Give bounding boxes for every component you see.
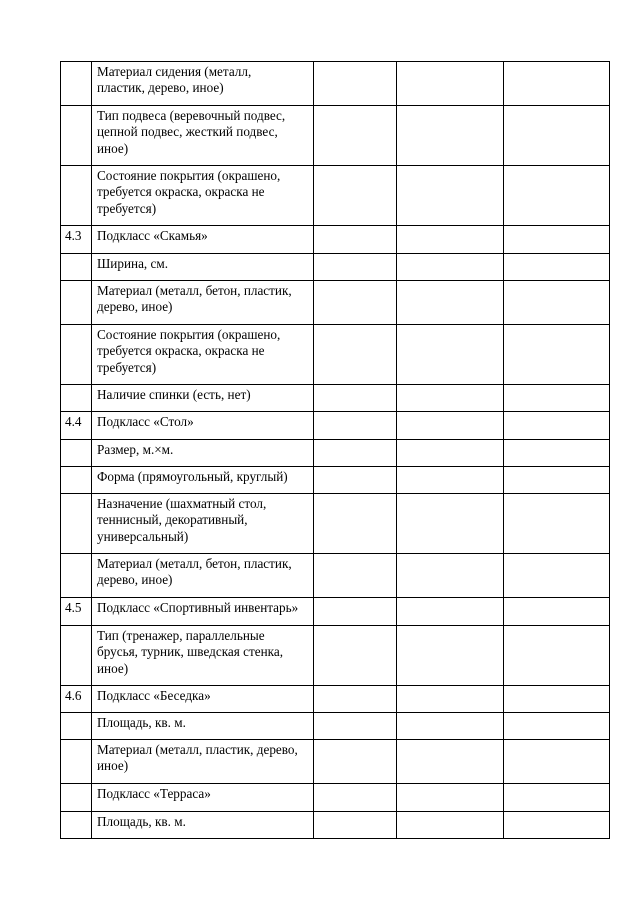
empty-value-cell bbox=[314, 784, 397, 812]
table-row bbox=[61, 385, 610, 412]
table-row bbox=[61, 494, 610, 554]
table-row bbox=[61, 226, 610, 254]
table-row bbox=[61, 626, 610, 686]
empty-value-cell bbox=[314, 325, 397, 385]
empty-value-cell bbox=[314, 281, 397, 325]
empty-value-cell bbox=[397, 226, 504, 254]
attribute-name-cell: Состояние покрытия (окрашено, требуется окраска, окраска не требуется) bbox=[92, 325, 314, 385]
attribute-name-cell: Тип подвеса (веревочный подвес, цепной подвес, жесткий подвес, иное) bbox=[92, 106, 314, 166]
row-number-cell: 4.5 bbox=[61, 598, 92, 626]
empty-value-cell bbox=[504, 281, 610, 325]
attribute-name-cell: Тип (тренажер, параллельные брусья, турник, шведская стенка, иное) bbox=[92, 626, 314, 686]
empty-value-cell bbox=[314, 494, 397, 554]
empty-value-cell bbox=[314, 226, 397, 254]
attribute-name-cell: Материал (металл, пластик, дерево, иное) bbox=[92, 740, 314, 784]
table-row bbox=[61, 740, 610, 784]
empty-value-cell bbox=[397, 494, 504, 554]
table-row bbox=[61, 412, 610, 440]
empty-value-cell bbox=[397, 740, 504, 784]
empty-value-cell bbox=[504, 325, 610, 385]
empty-value-cell bbox=[314, 626, 397, 686]
row-number-cell: 4.3 bbox=[61, 226, 92, 254]
attribute-name-cell: Состояние покрытия (окрашено, требуется окраска, окраска не требуется) bbox=[92, 166, 314, 226]
empty-value-cell bbox=[397, 281, 504, 325]
table-row bbox=[61, 254, 610, 281]
empty-value-cell bbox=[504, 62, 610, 106]
empty-value-cell bbox=[504, 467, 610, 494]
empty-value-cell bbox=[504, 254, 610, 281]
table-body bbox=[61, 62, 610, 839]
attribute-name-cell: Наличие спинки (есть, нет) bbox=[92, 385, 314, 412]
attribute-name-cell: Площадь, кв. м. bbox=[92, 812, 314, 839]
table-row bbox=[61, 713, 610, 740]
empty-value-cell bbox=[504, 740, 610, 784]
empty-value-cell bbox=[397, 62, 504, 106]
row-number-cell bbox=[61, 166, 92, 226]
empty-value-cell bbox=[314, 440, 397, 467]
empty-value-cell bbox=[314, 385, 397, 412]
empty-value-cell bbox=[314, 467, 397, 494]
attribute-name-cell: Подкласс «Скамья» bbox=[92, 226, 314, 254]
attribute-name-cell: Площадь, кв. м. bbox=[92, 713, 314, 740]
row-number-cell bbox=[61, 254, 92, 281]
empty-value-cell bbox=[397, 812, 504, 839]
empty-value-cell bbox=[397, 713, 504, 740]
row-number-cell bbox=[61, 554, 92, 598]
empty-value-cell bbox=[397, 106, 504, 166]
table-row bbox=[61, 281, 610, 325]
empty-value-cell bbox=[397, 385, 504, 412]
empty-value-cell bbox=[314, 686, 397, 713]
row-number-cell bbox=[61, 626, 92, 686]
empty-value-cell bbox=[397, 254, 504, 281]
empty-value-cell bbox=[397, 325, 504, 385]
attribute-name-cell: Назначение (шахматный стол, теннисный, декоративный, универсальный) bbox=[92, 494, 314, 554]
empty-value-cell bbox=[504, 166, 610, 226]
empty-value-cell bbox=[397, 626, 504, 686]
row-number-cell bbox=[61, 812, 92, 839]
row-number-cell bbox=[61, 325, 92, 385]
empty-value-cell bbox=[397, 467, 504, 494]
attribute-name-cell: Форма (прямоугольный, круглый) bbox=[92, 467, 314, 494]
table-row bbox=[61, 166, 610, 226]
empty-value-cell bbox=[314, 554, 397, 598]
row-number-cell bbox=[61, 281, 92, 325]
empty-value-cell bbox=[314, 412, 397, 440]
empty-value-cell bbox=[397, 784, 504, 812]
row-number-cell bbox=[61, 62, 92, 106]
attribute-name-cell: Материал сидения (металл, пластик, дерево, иное) bbox=[92, 62, 314, 106]
empty-value-cell bbox=[504, 554, 610, 598]
attribute-name-cell: Ширина, см. bbox=[92, 254, 314, 281]
row-number-cell bbox=[61, 784, 92, 812]
empty-value-cell bbox=[397, 598, 504, 626]
row-number-cell: 4.6 bbox=[61, 686, 92, 713]
attribute-name-cell: Подкласс «Стол» bbox=[92, 412, 314, 440]
empty-value-cell bbox=[504, 385, 610, 412]
empty-value-cell bbox=[504, 713, 610, 740]
empty-value-cell bbox=[504, 106, 610, 166]
empty-value-cell bbox=[504, 440, 610, 467]
empty-value-cell bbox=[397, 166, 504, 226]
attribute-name-cell: Подкласс «Терраса» bbox=[92, 784, 314, 812]
empty-value-cell bbox=[504, 626, 610, 686]
empty-value-cell bbox=[314, 598, 397, 626]
table-row bbox=[61, 467, 610, 494]
table-row bbox=[61, 784, 610, 812]
table-row bbox=[61, 598, 610, 626]
row-number-cell: 4.4 bbox=[61, 412, 92, 440]
table-row bbox=[61, 106, 610, 166]
row-number-cell bbox=[61, 713, 92, 740]
empty-value-cell bbox=[314, 713, 397, 740]
empty-value-cell bbox=[397, 440, 504, 467]
row-number-cell bbox=[61, 385, 92, 412]
empty-value-cell bbox=[504, 784, 610, 812]
empty-value-cell bbox=[314, 62, 397, 106]
empty-value-cell bbox=[504, 686, 610, 713]
empty-value-cell bbox=[504, 598, 610, 626]
table-row bbox=[61, 325, 610, 385]
row-number-cell bbox=[61, 440, 92, 467]
table-row bbox=[61, 440, 610, 467]
attribute-name-cell: Подкласс «Спортивный инвентарь» bbox=[92, 598, 314, 626]
attribute-name-cell: Подкласс «Беседка» bbox=[92, 686, 314, 713]
empty-value-cell bbox=[314, 106, 397, 166]
attribute-name-cell: Материал (металл, бетон, пластик, дерево, иное) bbox=[92, 281, 314, 325]
empty-value-cell bbox=[504, 494, 610, 554]
empty-value-cell bbox=[314, 254, 397, 281]
row-number-cell bbox=[61, 494, 92, 554]
empty-value-cell bbox=[397, 412, 504, 440]
table-row bbox=[61, 554, 610, 598]
row-number-cell bbox=[61, 467, 92, 494]
table-row bbox=[61, 686, 610, 713]
attribute-name-cell: Материал (металл, бетон, пластик, дерево, иное) bbox=[92, 554, 314, 598]
table-row bbox=[61, 62, 610, 106]
empty-value-cell bbox=[504, 412, 610, 440]
empty-value-cell bbox=[314, 812, 397, 839]
empty-value-cell bbox=[314, 166, 397, 226]
empty-value-cell bbox=[397, 554, 504, 598]
attributes-table bbox=[60, 61, 610, 839]
attribute-name-cell: Размер, м.×м. bbox=[92, 440, 314, 467]
empty-value-cell bbox=[314, 740, 397, 784]
row-number-cell bbox=[61, 106, 92, 166]
row-number-cell bbox=[61, 740, 92, 784]
empty-value-cell bbox=[397, 686, 504, 713]
table-row bbox=[61, 812, 610, 839]
empty-value-cell bbox=[504, 226, 610, 254]
empty-value-cell bbox=[504, 812, 610, 839]
